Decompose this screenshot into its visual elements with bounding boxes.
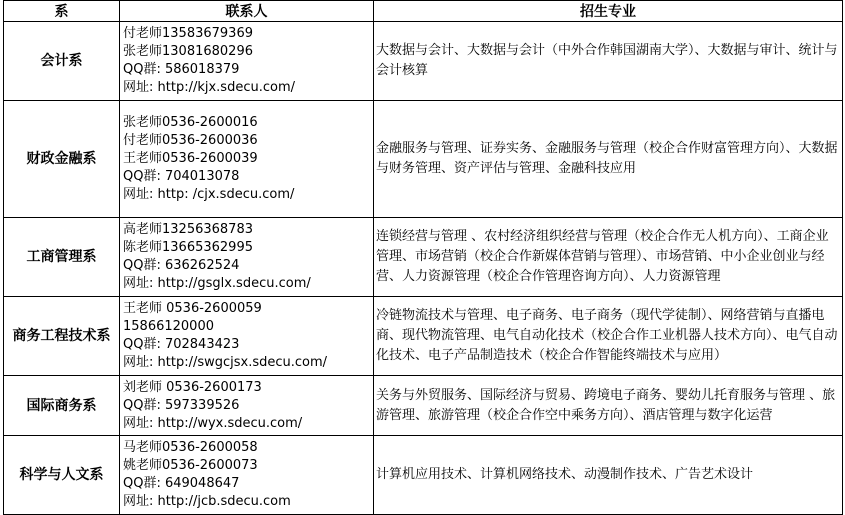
contact-line: 高老师13256368783 <box>123 222 253 237</box>
dept-name: 会计系 <box>4 22 120 101</box>
contact-cell <box>120 101 374 218</box>
contact-cell <box>120 22 374 101</box>
major-list: 连锁经营与管理 、农村经济组织经营与管理（校企合作无人机方向）、工商企业管理、市场营销（校企合作新媒体营销与管理）、市场营销、中小企业创业与经营、人力资源管理（校企合作管理咨询方向）、人力资源管理 <box>374 218 843 297</box>
major-list: 计算机应用技术、计算机网络技术、动漫制作技术、广告艺术设计 <box>374 436 843 515</box>
contact-line: QQ群: 702843423 <box>123 337 240 352</box>
contact-line: 姚老师0536-2600073 <box>123 458 258 473</box>
website-link[interactable]: 网址: http://kjx.sdecu.com/ <box>123 80 295 95</box>
contact-line: 15866120000 <box>123 319 214 334</box>
contact-line: 张老师13081680296 <box>123 44 253 59</box>
table-row <box>4 22 843 101</box>
admissions-table <box>3 0 843 515</box>
major-list: 大数据与会计、大数据与会计（中外合作韩国湖南大学）、大数据与审计、统计与会计核算 <box>374 22 843 101</box>
contact-cell <box>120 218 374 297</box>
contact-line: QQ群: 636262524 <box>123 258 240 273</box>
contact-line: 刘老师 0536-2600173 <box>123 379 262 395</box>
header-major: 招生专业 <box>374 1 843 22</box>
major-list: 冷链物流技术与管理、电子商务、电子商务（现代学徒制）、网络营销与直播电商、现代物流管理、电气自动化技术（校企合作工业机器人技术方向）、电气自动化技术、电子产品制造技术（校企合作智能终端技术与应用） <box>374 297 843 376</box>
table-row <box>4 101 843 218</box>
website-link[interactable]: 网址: http: /cjx.sdecu.com/ <box>123 187 295 202</box>
table-row <box>4 218 843 297</box>
contact-line: 张老师0536-2600016 <box>123 115 258 130</box>
contact-line: QQ群: 649048647 <box>123 476 240 491</box>
table-row <box>4 436 843 515</box>
contact-line: 付老师13583679369 <box>123 26 253 41</box>
contact-line: 王老师0536-2600039 <box>123 151 258 166</box>
contact-cell <box>120 436 374 515</box>
table-row <box>4 297 843 376</box>
contact-line: QQ群: 586018379 <box>123 62 240 77</box>
contact-line: 王老师 0536-2600059 <box>123 301 262 316</box>
header-row <box>4 1 843 22</box>
dept-name: 商务工程技术系 <box>4 297 120 376</box>
table-row <box>4 376 843 436</box>
header-dept: 系 <box>4 1 120 22</box>
website-link[interactable]: 网址: http://swgcjsx.sdecu.com/ <box>123 355 328 370</box>
contact-line: QQ群: 597339526 <box>123 397 240 413</box>
contact-cell <box>120 297 374 376</box>
contact-line: 陈老师13665362995 <box>123 240 253 255</box>
major-list: 金融服务与管理、证券实务、金融服务与管理（校企合作财富管理方向）、大数据与财务管理、资产评估与管理、金融科技应用 <box>374 101 843 218</box>
dept-name: 科学与人文系 <box>4 436 120 515</box>
dept-name: 工商管理系 <box>4 218 120 297</box>
website-link[interactable]: 网址: http://gsglx.sdecu.com/ <box>123 276 311 291</box>
contact-cell <box>120 376 374 436</box>
dept-name: 财政金融系 <box>4 101 120 218</box>
contact-line: 付老师0536-2600036 <box>123 133 258 148</box>
major-list: 关务与外贸服务、国际经济与贸易、跨境电子商务、婴幼儿托育服务与管理 、旅游管理、旅游管理（校企合作空中乘务方向）、酒店管理与数字化运营 <box>374 376 843 436</box>
website-link[interactable]: 网址: http://wyx.sdecu.com/ <box>123 415 303 431</box>
contact-line: 马老师0536-2600058 <box>123 440 258 455</box>
header-contact: 联系人 <box>120 1 374 22</box>
dept-name: 国际商务系 <box>4 376 120 436</box>
website-link[interactable]: 网址: http://jcb.sdecu.com <box>123 494 291 509</box>
contact-line: QQ群: 704013078 <box>123 169 240 184</box>
